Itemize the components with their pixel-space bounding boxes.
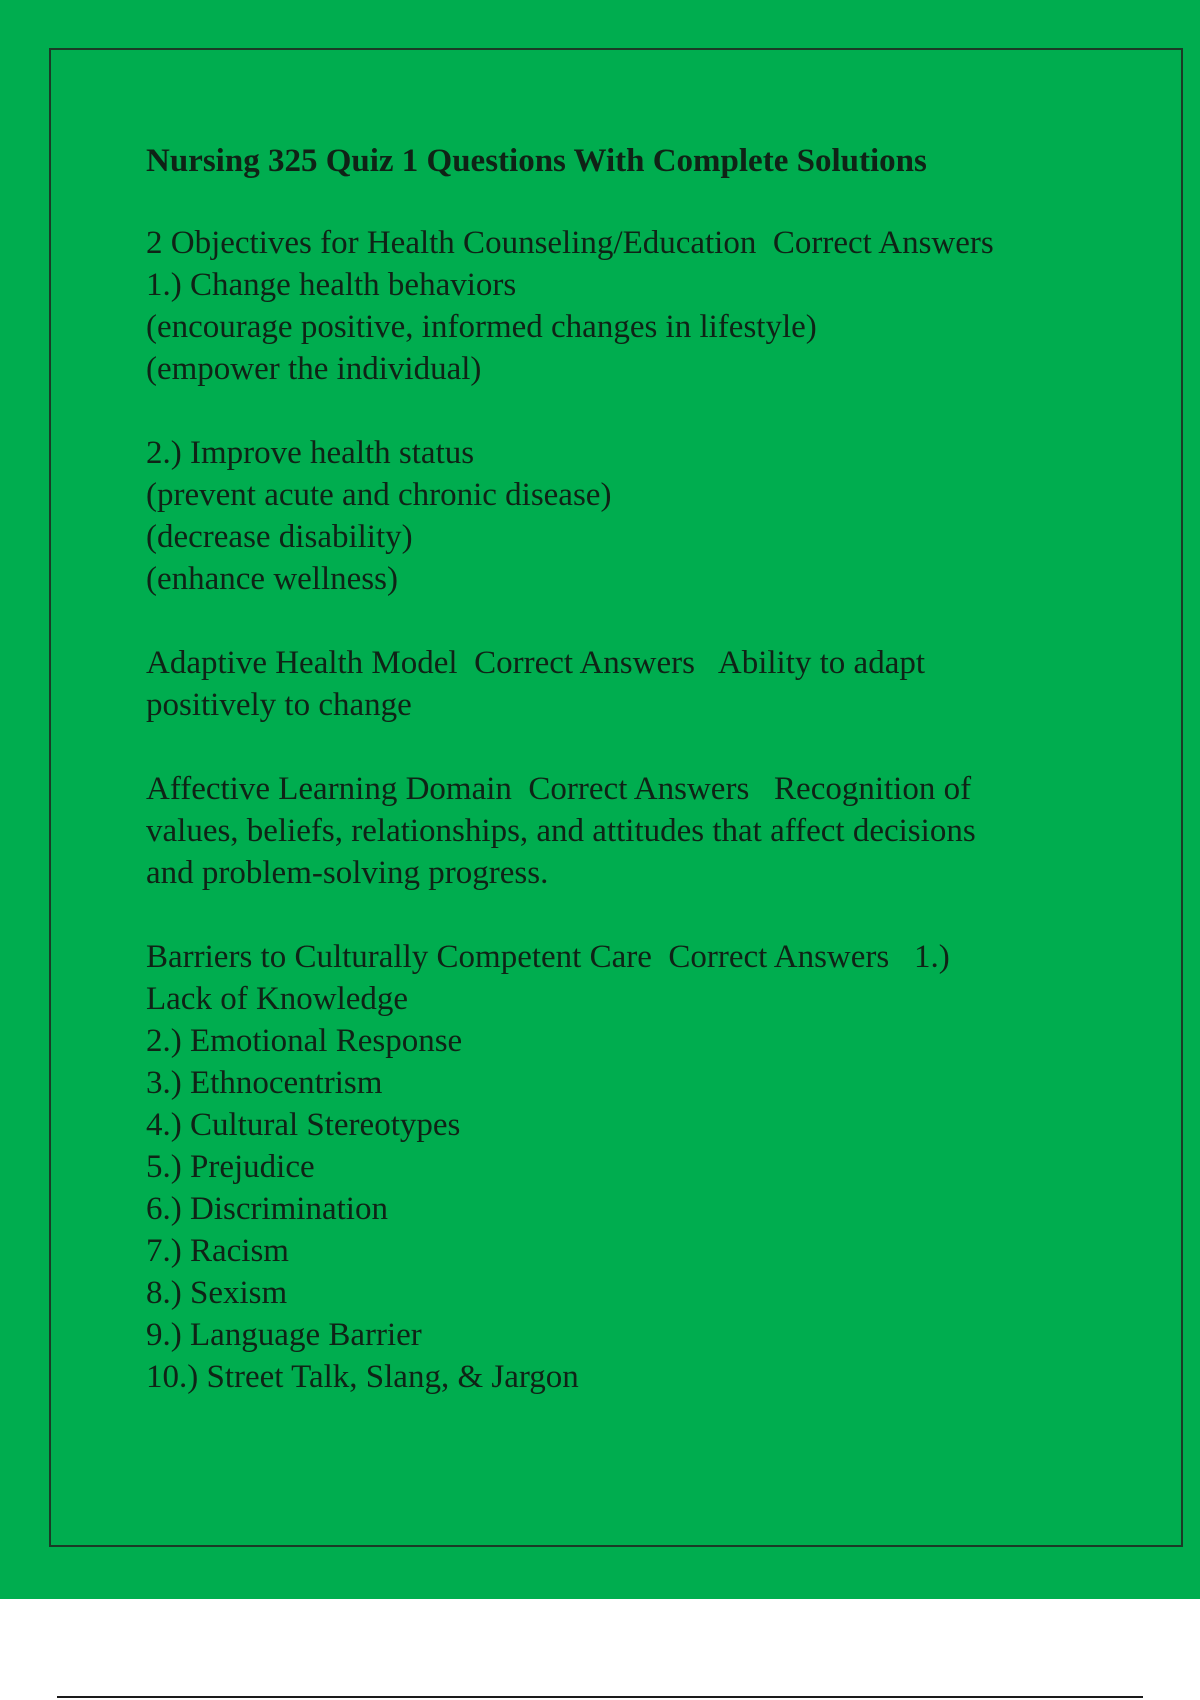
entry-line: 10.) Street Talk, Slang, & Jargon xyxy=(146,1359,579,1395)
entry-line: Lack of Knowledge xyxy=(146,981,409,1017)
entry-line: (encourage positive, informed changes in lifestyle) xyxy=(146,309,817,345)
entry-line: 9.) Language Barrier xyxy=(146,1317,422,1353)
entry-line: values, beliefs, relationships, and attitudes that affect decisions xyxy=(146,813,976,849)
entry-line: Barriers to Culturally Competent Care Correct Answers 1.) xyxy=(146,939,950,975)
entry-line: 2.) Emotional Response xyxy=(146,1023,463,1059)
entry-line xyxy=(146,390,1106,432)
entry-line: (decrease disability) xyxy=(146,519,413,555)
entry-line: (empower the individual) xyxy=(146,351,482,387)
entry-line: 7.) Racism xyxy=(146,1233,289,1269)
entry-line: 8.) Sexism xyxy=(146,1275,288,1311)
entry-line: 1.) Change health behaviors xyxy=(146,267,517,303)
entry-line: 4.) Cultural Stereotypes xyxy=(146,1107,461,1143)
entry-line: (enhance wellness) xyxy=(146,561,398,597)
entry-line: positively to change xyxy=(146,687,412,723)
entry-line: 6.) Discrimination xyxy=(146,1191,388,1227)
entry-line: Affective Learning Domain Correct Answers Recognition of xyxy=(146,771,972,807)
entry-barriers-culturally-competent-care xyxy=(146,936,1106,1398)
entry-health-counseling-objectives xyxy=(146,222,1106,600)
entry-line: 5.) Prejudice xyxy=(146,1149,315,1185)
entry-line: and problem-solving progress. xyxy=(146,855,549,891)
document-title: Nursing 325 Quiz 1 Questions With Complete Solutions xyxy=(146,143,927,179)
entry-affective-learning-domain xyxy=(146,768,1106,894)
entry-line: 2 Objectives for Health Counseling/Education Correct Answers xyxy=(146,225,994,261)
entry-adaptive-health-model xyxy=(146,642,1106,726)
entry-line: (prevent acute and chronic disease) xyxy=(146,477,612,513)
entry-line: Adaptive Health Model Correct Answers Ability to adapt xyxy=(146,645,926,681)
footer-divider xyxy=(57,1696,1143,1698)
entry-line: 2.) Improve health status xyxy=(146,435,475,471)
document-body xyxy=(146,140,1106,1440)
entry-line: 3.) Ethnocentrism xyxy=(146,1065,383,1101)
